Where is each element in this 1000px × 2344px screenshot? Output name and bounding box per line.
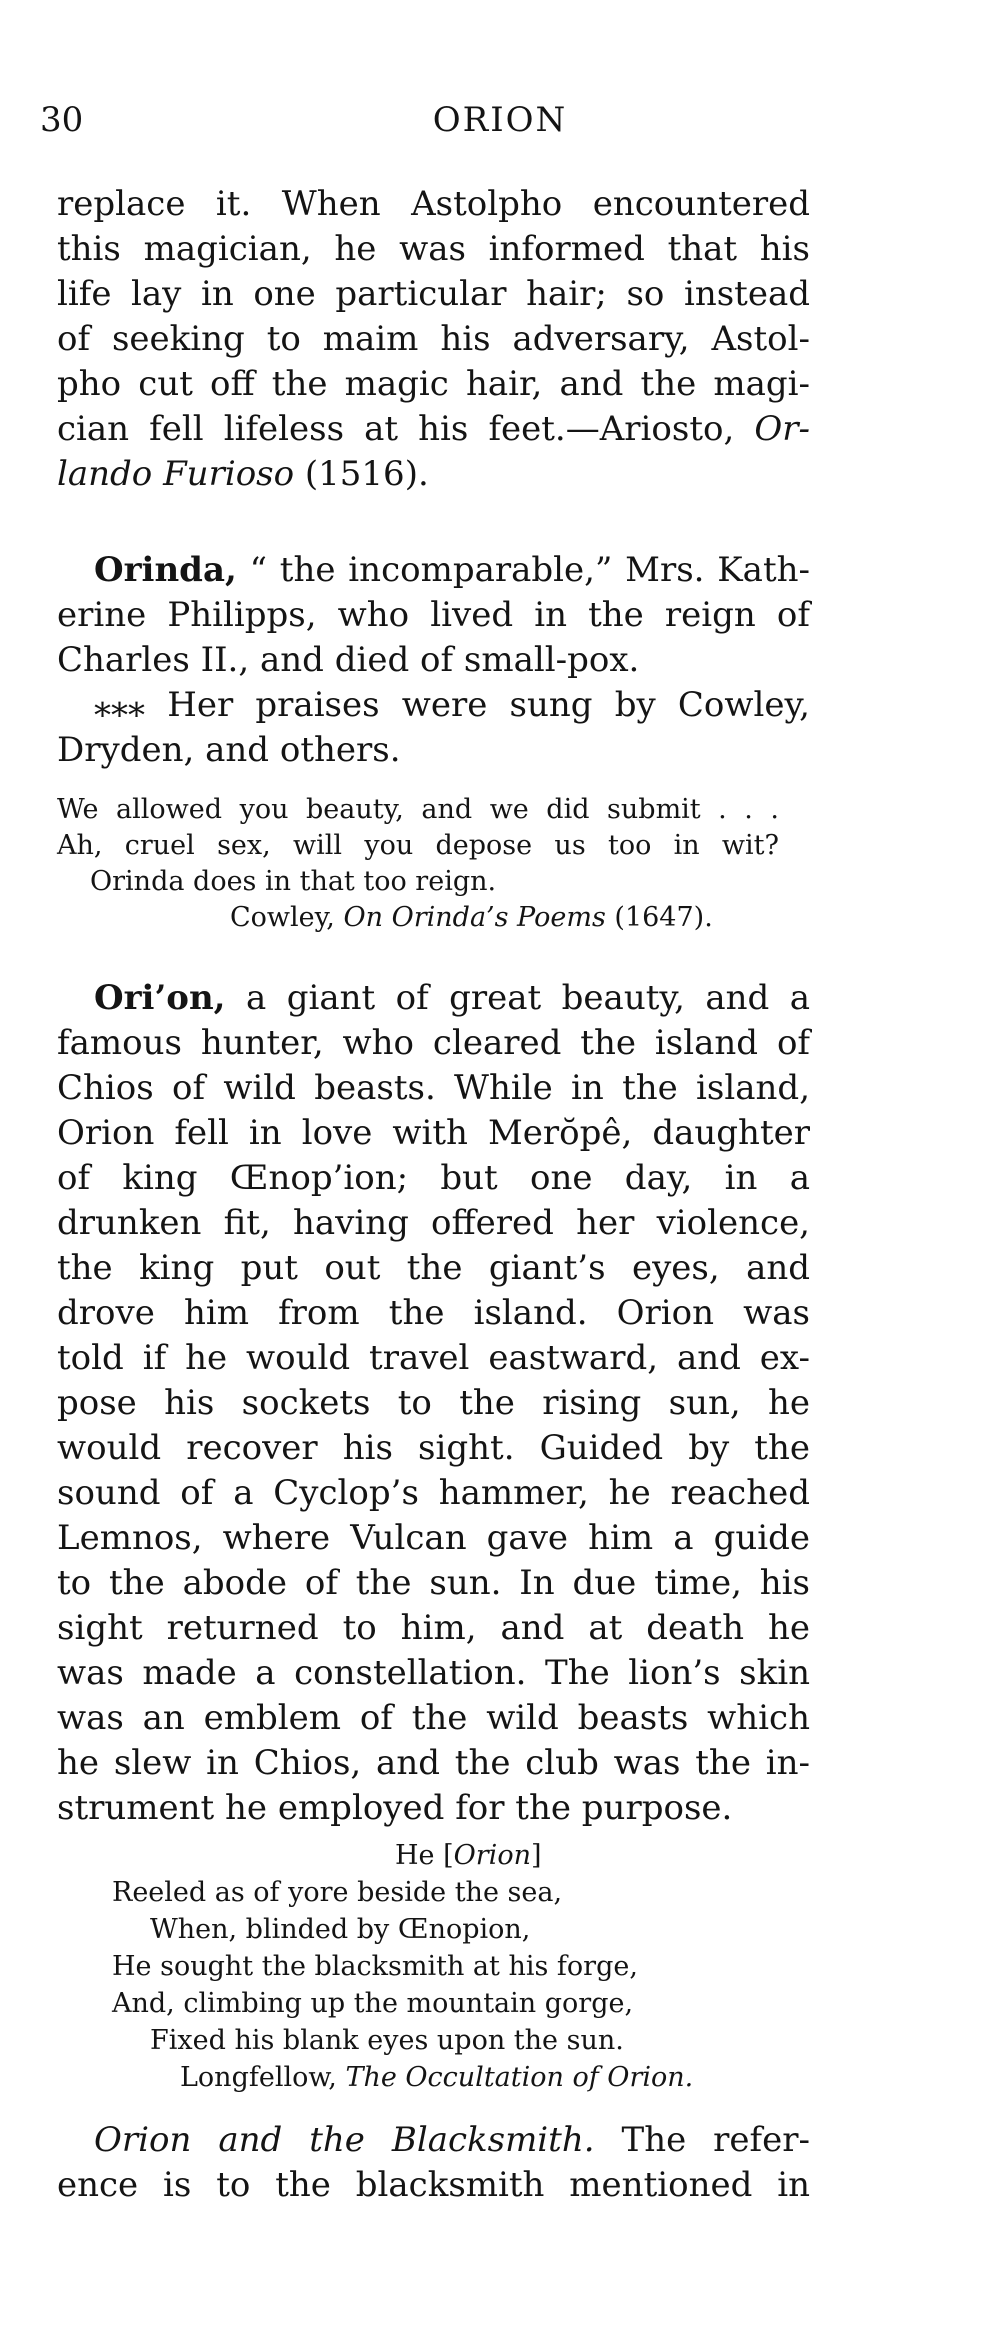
italic-segment: Orion bbox=[453, 1840, 531, 1871]
text-line bbox=[57, 452, 810, 496]
text-line: strument he employed for the purpose. bbox=[57, 1788, 733, 1828]
quote-line: Fixed his blank eyes upon the sun. bbox=[150, 2025, 624, 2056]
note-line: Dryden, and others. bbox=[57, 730, 401, 770]
text-line bbox=[57, 407, 810, 451]
text-line: Orion fell in love with Merŏpê, daughter bbox=[57, 1113, 810, 1153]
text-line bbox=[94, 548, 810, 592]
text-line: erine Philipps, who lived in the reign of bbox=[57, 595, 810, 635]
citation-author: Cowley, bbox=[230, 902, 335, 933]
text-line: Charles II., and died of small-pox. bbox=[57, 640, 640, 680]
text-line: replace it. When Astolpho encountered bbox=[57, 184, 810, 224]
text-line: he slew in Chios, and the club was the in- bbox=[57, 1743, 810, 1783]
text-segment: a giant of great beauty, and a bbox=[225, 978, 810, 1018]
text-segment: ] bbox=[530, 1840, 542, 1871]
running-title: ORION bbox=[432, 100, 568, 140]
text-line: was an emblem of the wild beasts which bbox=[57, 1698, 810, 1738]
text-line: the king put out the giant’s eyes, and bbox=[57, 1248, 810, 1288]
page-number: 30 bbox=[40, 100, 84, 140]
running-head bbox=[40, 100, 960, 144]
text-segment: cian fell lifeless at his feet.—Ariosto, bbox=[57, 409, 735, 449]
text-line: told if he would travel eastward, and ex- bbox=[57, 1338, 810, 1378]
text-line: pose his sockets to the rising sun, he bbox=[57, 1383, 810, 1423]
text-line: would recover his sight. Guided by the bbox=[57, 1428, 810, 1468]
text-line: pho cut off the magic hair, and the magi- bbox=[57, 364, 810, 404]
text-line: ence is to the blacksmith mentioned in bbox=[57, 2165, 810, 2205]
text-line: famous hunter, who cleared the island of bbox=[57, 1023, 810, 1063]
entry-headword: Ori’on, bbox=[94, 978, 226, 1018]
text-line: drunken fit, having offered her violence, bbox=[57, 1203, 810, 1243]
text-segment: The refer- bbox=[594, 2120, 810, 2160]
text-line bbox=[94, 2118, 810, 2162]
text-line: life lay in one particular hair; so instead bbox=[57, 274, 810, 314]
quote-line: When, blinded by Œnopion, bbox=[150, 1914, 531, 1945]
text-line: was made a constellation. The lion’s skin bbox=[57, 1653, 810, 1693]
entry-headword: Orinda, bbox=[94, 550, 237, 590]
citation-year: (1647). bbox=[605, 902, 713, 933]
quote-line: He sought the blacksmith at his forge, bbox=[112, 1951, 638, 1982]
quote-line: We allowed you beauty, and we did submit . . . bbox=[57, 794, 779, 825]
italic-segment: Or- bbox=[754, 409, 810, 449]
text-line: of king Œnop’ion; but one day, in a bbox=[57, 1158, 810, 1198]
quote-line: Reeled as of yore beside the sea, bbox=[112, 1877, 563, 1908]
text-line: sound of a Cyclop’s hammer, he reached bbox=[57, 1473, 810, 1513]
text-line: drove him from the island. Orion was bbox=[57, 1293, 810, 1333]
quote-line: Orinda does in that too reign. bbox=[90, 866, 497, 897]
citation-title: The Occultation of Orion. bbox=[345, 2062, 694, 2093]
quote-line: Ah, cruel sex, will you depose us too in wit? bbox=[57, 830, 779, 861]
citation-title: On Orinda’s Poems bbox=[343, 902, 606, 933]
quote-line: And, climbing up the mountain gorge, bbox=[112, 1988, 634, 2019]
text-line: to the abode of the sun. In due time, his bbox=[57, 1563, 810, 1603]
text-line: of seeking to maim his adversary, Astol- bbox=[57, 319, 810, 359]
text-segment: “ the incomparable,” Mrs. Kath- bbox=[236, 550, 810, 590]
text-line: Lemnos, where Vulcan gave him a guide bbox=[57, 1518, 810, 1558]
entry-headword: Orion and the Blacksmith. bbox=[94, 2120, 595, 2160]
text-line bbox=[94, 976, 810, 1020]
text-segment: He [ bbox=[395, 1840, 454, 1871]
text-line: Chios of wild beasts. While in the island, bbox=[57, 1068, 810, 1108]
text-line: sight returned to him, and at death he bbox=[57, 1608, 810, 1648]
note-line: ⁎⁎⁎ Her praises were sung by Cowley, bbox=[94, 685, 810, 725]
text-segment: (1516). bbox=[294, 454, 429, 494]
quote-line bbox=[395, 1838, 542, 1874]
text-line: this magician, he was informed that his bbox=[57, 229, 810, 269]
quote-citation bbox=[180, 2060, 693, 2096]
quote-citation bbox=[230, 900, 713, 936]
citation-author: Longfellow, bbox=[180, 2062, 337, 2093]
work-title: lando Furioso bbox=[57, 454, 295, 494]
